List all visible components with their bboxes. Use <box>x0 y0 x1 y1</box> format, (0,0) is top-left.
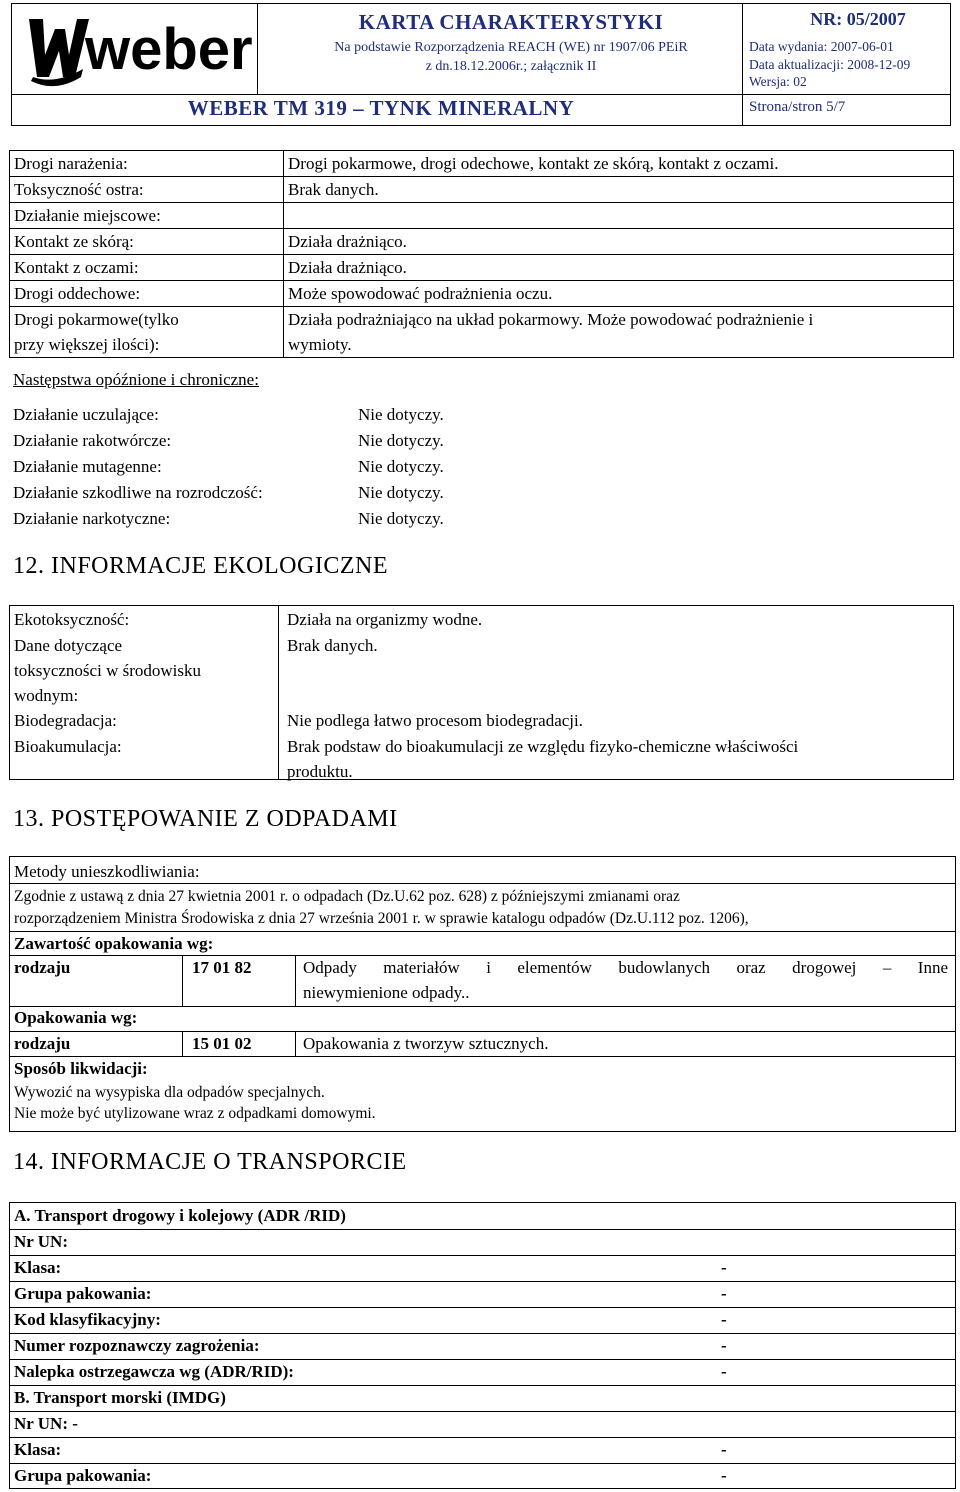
transport-label: Nr UN: - <box>14 1414 78 1433</box>
aquatic-label: toksyczności w środowisku <box>14 661 201 680</box>
label-line: Drogi pokarmowe(tylko <box>14 310 179 329</box>
value-line: Działa podrażniająco na układ pokarmowy. Może powodować podrażnienie i <box>288 310 814 329</box>
transport-label: Nr UN: <box>14 1232 68 1251</box>
regulation-line: Na podstawie Rozporządzenia REACH (WE) nr 1907/06 PEiR <box>334 40 688 55</box>
row-label: Kontakt ze skórą: <box>10 229 284 255</box>
label-line: przy większej ilości): <box>14 335 160 354</box>
row-value: Działa drażniąco. <box>284 229 954 255</box>
transport-label: Kod klasyfikacyjny: <box>14 1310 161 1329</box>
transport-value: - <box>721 1440 727 1459</box>
row-value <box>284 203 954 229</box>
transport-table <box>9 1202 956 1489</box>
divider <box>10 1463 955 1464</box>
delayed-heading: Następstwa opóźnione i chroniczne: <box>13 370 259 389</box>
methods-label: Metody unieszkodliwiania: <box>14 862 200 881</box>
column-divider <box>278 606 279 779</box>
row-value: Nie dotyczy. <box>358 509 444 528</box>
doc-title: KARTA CHARAKTERYSTYKI <box>358 10 664 34</box>
biodeg-value: Nie podlega łatwo procesom biodegradacji. <box>287 711 583 730</box>
table-row <box>10 177 954 203</box>
exposure-table <box>9 150 954 358</box>
pack-label: Opakowania wg: <box>14 1008 138 1027</box>
row-value: Nie dotyczy. <box>358 457 444 476</box>
pack-desc: Opakowania z tworzyw sztucznych. <box>303 1034 549 1053</box>
disposal-text: Wywozić na wysypiska dla odpadów specjalnych. <box>14 1084 325 1101</box>
divider <box>10 1411 955 1412</box>
content-desc: niewymienione odpady.. <box>303 983 470 1002</box>
row-value: Działa drażniąco. <box>284 255 954 281</box>
transport-value: - <box>721 1310 727 1329</box>
divider <box>10 1255 955 1256</box>
transport-label: Grupa pakowania: <box>14 1466 152 1485</box>
row-label: Działanie mutagenne: <box>13 457 162 476</box>
row-label: Kontakt z oczami: <box>10 255 284 281</box>
divider <box>295 955 296 1006</box>
transport-value: - <box>721 1466 727 1485</box>
section-14-heading: 14. INFORMACJE O TRANSPORCIE <box>13 1149 407 1175</box>
weber-logo <box>25 7 265 87</box>
row-value: Nie dotyczy. <box>358 483 444 502</box>
aquatic-value: Brak danych. <box>287 636 378 655</box>
header-divider <box>11 94 951 95</box>
transport-value: - <box>721 1336 727 1355</box>
transport-value: - <box>721 1258 727 1277</box>
row-value: Może spowodować podrażnienia oczu. <box>284 281 954 307</box>
version: Wersja: 02 <box>749 74 807 89</box>
transport-heading: B. Transport morski (IMDG) <box>14 1388 226 1407</box>
biodeg-label: Biodegradacja: <box>14 711 117 730</box>
disposal-text: Nie może być utylizowane wraz z odpadkami domowymi. <box>14 1105 376 1122</box>
row-label: Drogi narażenia: <box>10 151 284 177</box>
aquatic-label: wodnym: <box>14 686 79 705</box>
divider <box>10 1229 955 1230</box>
row-value: Brak danych. <box>284 177 954 203</box>
product-name: WEBER TM 319 – TYNK MINERALNY <box>187 96 575 120</box>
regulation-line: z dn.18.12.2006r.; załącznik II <box>425 59 597 74</box>
content-kind: rodzaju <box>14 958 71 977</box>
content-desc: Odpady materiałów i elementów budowlanych oraz drogowej – Inne <box>303 958 948 977</box>
table-row <box>10 229 954 255</box>
row-label: Drogi oddechowe: <box>10 281 284 307</box>
waste-frame <box>9 856 956 1132</box>
transport-label: Grupa pakowania: <box>14 1284 152 1303</box>
ekotox-label: Ekotoksyczność: <box>14 610 130 629</box>
content-code: 17 01 82 <box>192 958 252 977</box>
bioacc-value: Brak podstaw do bioakumulacji ze względu fizyko-chemiczne właściwości <box>287 737 799 756</box>
issue-date: Data wydania: 2007-06-01 <box>749 39 894 54</box>
table-row <box>10 151 954 177</box>
update-date: Data aktualizacji: 2008-12-09 <box>749 57 911 72</box>
disposal-label: Sposób likwidacji: <box>14 1059 148 1078</box>
row-value: Drogi pokarmowe, drogi odechowe, kontakt ze skórą, kontakt z oczami. <box>284 151 954 177</box>
divider <box>182 955 183 1006</box>
table-row <box>10 281 954 307</box>
transport-label: Klasa: <box>14 1440 62 1459</box>
bioacc-label: Bioakumulacja: <box>14 737 122 756</box>
methods-text: Zgodnie z ustawą z dnia 27 kwietnia 2001 r. o odpadach (Dz.U.62 poz. 628) z późniejszymi zmianami oraz <box>14 888 680 905</box>
row-label <box>10 307 284 358</box>
table-row <box>10 255 954 281</box>
logo-wordmark: weber <box>85 17 253 82</box>
row-label: Działanie narkotyczne: <box>13 509 171 528</box>
divider <box>10 1281 955 1282</box>
divider <box>295 1031 296 1056</box>
divider <box>10 1437 955 1438</box>
table-row <box>10 307 954 358</box>
eco-table <box>9 605 954 780</box>
row-label: Działanie szkodliwe na rozrodczość: <box>13 483 263 502</box>
pack-code: 15 01 02 <box>192 1034 252 1053</box>
row-label: Toksyczność ostra: <box>10 177 284 203</box>
value-line: wymioty. <box>288 335 352 354</box>
divider <box>10 1006 955 1007</box>
content-label: Zawartość opakowania wg: <box>14 934 214 953</box>
transport-value: - <box>721 1284 727 1303</box>
methods-text: rozporządzeniem Ministra Środowiska z dnia 27 września 2001 r. w sprawie katalogu odpadów (Dz.U.112 poz. 1206), <box>14 910 749 927</box>
row-value <box>284 307 954 358</box>
transport-label: Numer rozpoznawczy zagrożenia: <box>14 1336 260 1355</box>
bioacc-value: produktu. <box>287 762 353 781</box>
transport-heading: A. Transport drogowy i kolejowy (ADR /RID) <box>14 1206 346 1225</box>
row-label: Działanie miejscowe: <box>10 203 284 229</box>
page-number: Strona/stron 5/7 <box>749 99 846 115</box>
transport-label: Klasa: <box>14 1258 62 1277</box>
transport-value: - <box>721 1362 727 1381</box>
transport-label: Nalepka ostrzegawcza wg (ADR/RID): <box>14 1362 294 1381</box>
section-12-heading: 12. INFORMACJE EKOLOGICZNE <box>13 553 388 579</box>
aquatic-label: Dane dotyczące <box>14 636 123 655</box>
divider <box>10 1056 955 1057</box>
ekotox-value: Działa na organizmy wodne. <box>287 610 483 629</box>
divider <box>10 883 955 884</box>
section-13-heading: 13. POSTĘPOWANIE Z ODPADAMI <box>13 806 398 832</box>
pack-kind: rodzaju <box>14 1034 71 1053</box>
divider <box>182 1031 183 1056</box>
row-value: Nie dotyczy. <box>358 405 444 424</box>
row-label: Działanie uczulające: <box>13 405 159 424</box>
row-label: Działanie rakotwórcze: <box>13 431 172 450</box>
row-value: Nie dotyczy. <box>358 431 444 450</box>
table-row <box>10 203 954 229</box>
doc-number: NR: 05/2007 <box>810 9 906 29</box>
